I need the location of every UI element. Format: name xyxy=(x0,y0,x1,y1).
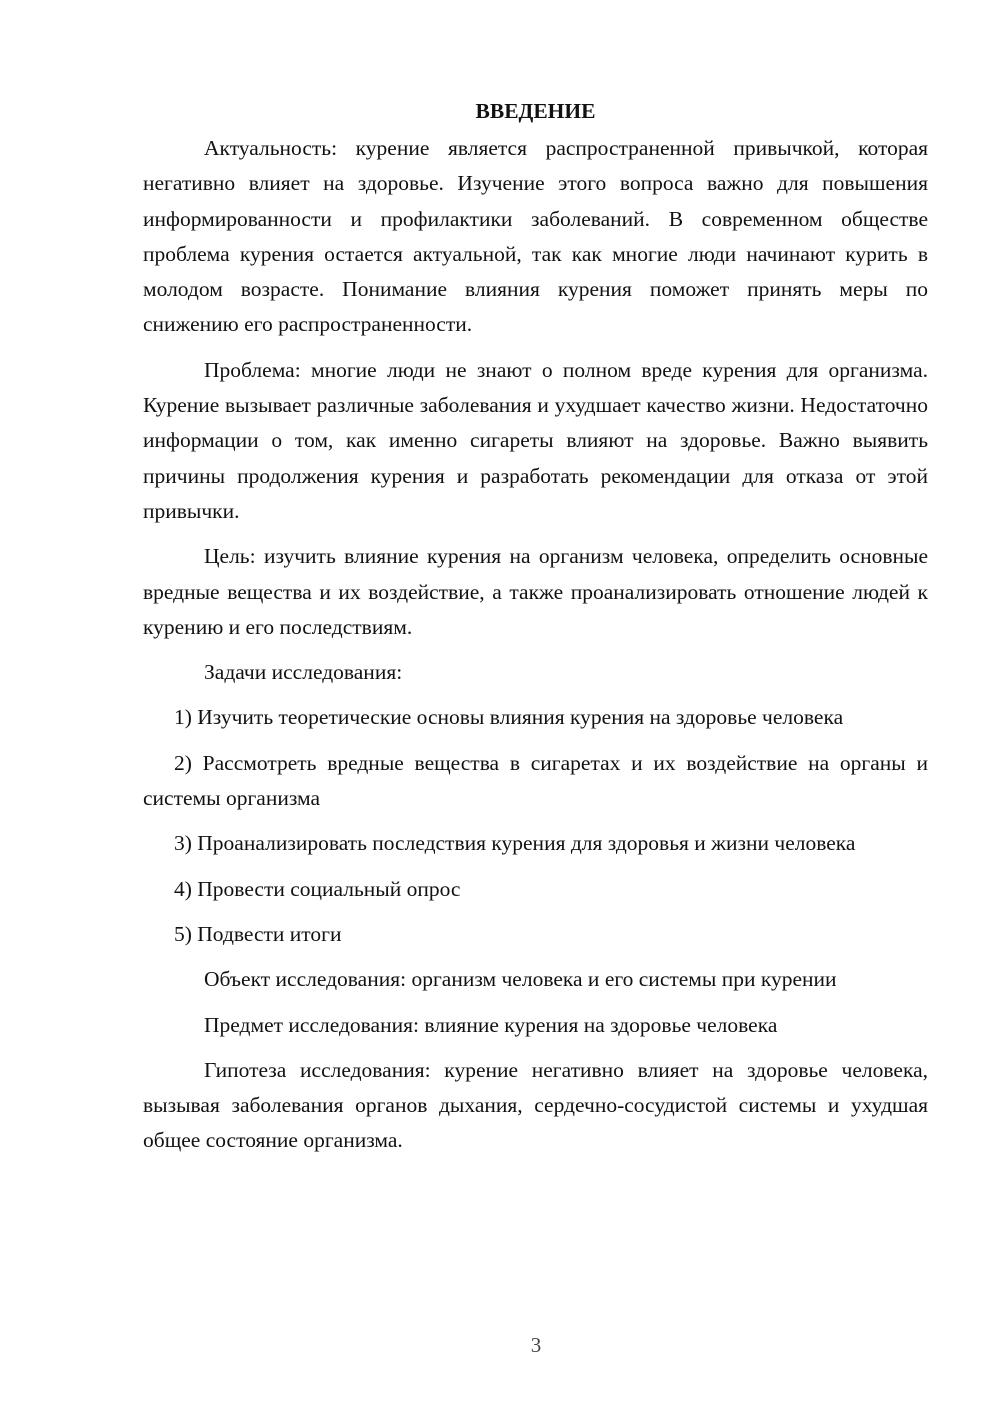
paragraph-hypothesis: Гипотеза исследования: курение негативно влияет на здоровье человека, вызывая заболевания органов дыхания, сердечно-сосудистой системы и ухудшая общее состояние организма. xyxy=(143,1057,928,1153)
task-item: 5) Подвести итоги xyxy=(174,921,342,946)
tasks-heading: Задачи исследования: xyxy=(204,660,403,685)
paragraph-goal: Цель: изучить влияние курения на организм человека, определить основные вредные вещества и их воздействие, а также проанализировать отношение людей к курению и его последствиям. xyxy=(143,544,928,639)
task-item: 3) Проанализировать последствия курения для здоровья и жизни человека xyxy=(174,831,856,856)
paragraph-subject: Предмет исследования: влияние курения на здоровье человека xyxy=(204,1012,778,1037)
task-item: 1) Изучить теоретические основы влияния курения на здоровье человека xyxy=(174,705,844,730)
paragraph-relevance: Актуальность: курение является распространенной привычкой, которая негативно влияет на здоровье. Изучение этого вопроса важно для повышения информированности и профилактики заболеваний. В современном обществе проблема курения остается актуальной, так как многие люди начинают курить в молодом возрасте. Понимание влияния курения поможет принять меры по снижению его распространенности. xyxy=(143,136,928,337)
paragraph-problem: Проблема: многие люди не знают о полном вреде курения для организма. Курение вызывает различные заболевания и ухудшает качество жизни. Недостаточно информации о том, как именно сигареты влияют на здоровье. Важно выявить причины продолжения курения и разработать рекомендации для отказа от этой привычки. xyxy=(143,357,928,523)
task-item: 4) Провести социальный опрос xyxy=(174,876,461,901)
section-title: ВВЕДЕНИЕ xyxy=(475,99,596,123)
page-number: 3 xyxy=(530,1333,542,1357)
paragraph-object: Объект исследования: организм человека и его системы при курении xyxy=(204,967,837,992)
task-item: 2) Рассмотреть вредные вещества в сигаретах и их воздействие на органы и системы организма xyxy=(143,750,928,811)
page-content xyxy=(143,93,928,1169)
